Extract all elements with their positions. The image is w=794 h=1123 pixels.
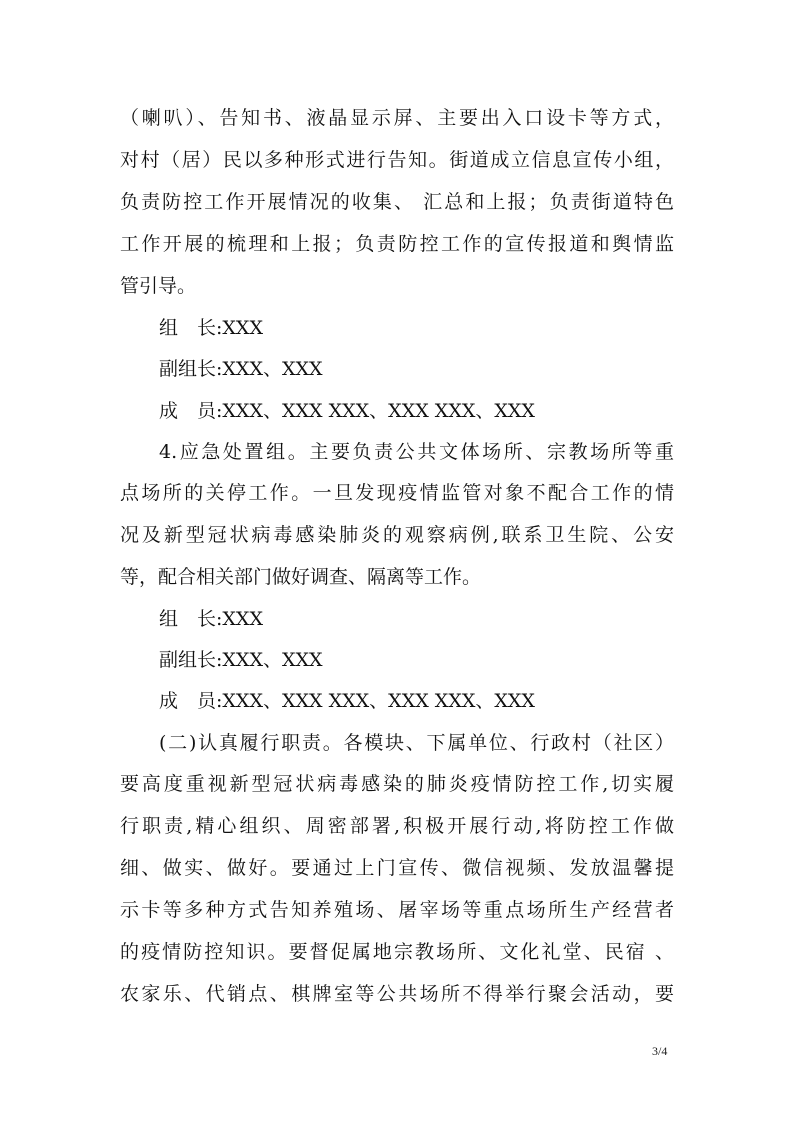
paragraph-line: 负责防控工作开展情况的收集、 汇总和上报；负责街道特色 [120,191,674,213]
paragraph-line: （喇叭）、告知书、液晶显示屏、主要出入口设卡等方式， [120,107,674,129]
paragraph-line: 细、做实、做好。要通过上门宣传、微信视频、发放温馨提 [120,857,674,879]
group-leader: 组 长:XXX [159,317,263,339]
group-deputy: 副组长:XXX、XXX [159,649,323,671]
paragraph-line: 农家乐、代销点、棋牌室等公共场所不得举行聚会活动，要 [120,983,674,1005]
paragraph-line: 等，配合相关部门做好调查、隔离等工作。 [120,566,482,588]
group-leader: 组 长:XXX [159,608,263,630]
page-number: 3/4 [652,1044,668,1058]
paragraph-line: 要高度重视新型冠状病毒感染的肺炎疫情防控工作,切实履 [120,773,674,795]
group-deputy: 副组长:XXX、XXX [159,358,323,380]
paragraph-line: 点场所的关停工作。一旦发现疫情监管对象不配合工作的情 [120,482,674,504]
paragraph-line: 况及新型冠状病毒感染肺炎的观察病例,联系卫生院、公安 [120,524,674,546]
paragraph-line: 行职责,精心组织、周密部署,积极开展行动,将防控工作做 [120,815,674,837]
paragraph-line: 工作开展的梳理和上报；负责防控工作的宣传报道和舆情监 [120,233,674,255]
paragraph-line: 对村（居）民以多种形式进行告知。街道成立信息宣传小组， [120,149,674,171]
paragraph-line: 的疫情防控知识。要督促属地宗教场所、文化礼堂、民宿 、 [120,941,674,963]
group-members: 成 员:XXX、XXX XXX、XXX XXX、XXX [159,400,535,422]
group-members: 成 员:XXX、XXX XXX、XXX XXX、XXX [159,690,535,712]
paragraph-line: 4.应急处置组。主要负责公共文体场所、宗教场所等重 [159,441,674,463]
paragraph-line: (二)认真履行职责。各模块、下属单位、行政村（社区） [159,732,674,754]
paragraph-line: 示卡等多种方式告知养殖场、屠宰场等重点场所生产经营者 [120,899,674,921]
paragraph-line: 管引导。 [120,275,197,297]
